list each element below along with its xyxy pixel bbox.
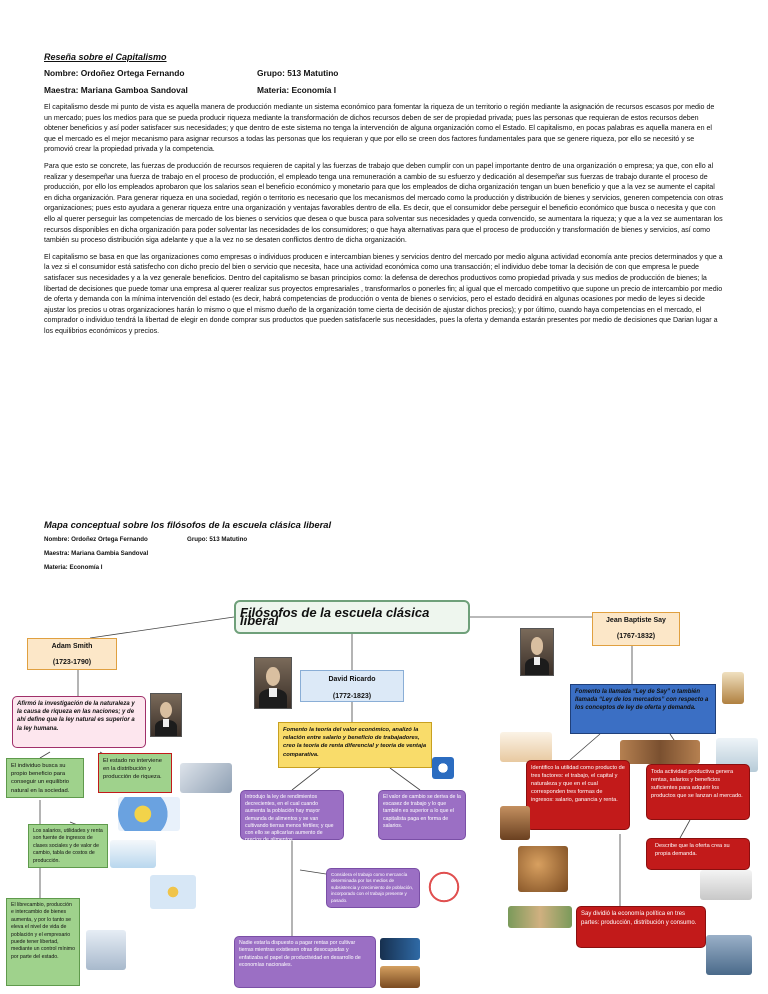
- map-author-name: Nombre: Ordoñez Ortega Fernando: [44, 536, 148, 543]
- say-node: [592, 612, 680, 646]
- say-red-3: Describe que la oferta crea su propia demanda.: [646, 838, 750, 870]
- say-red-4: Say dividió la economía política en tres partes: producción, distribución y consumo.: [576, 906, 706, 948]
- central-topic: Filósofos de la escuela clásica liberal: [234, 600, 470, 634]
- smith-green-1: El individuo busca su propio beneficio para conseguir un equilibrio natural en la sociedad.: [6, 758, 84, 798]
- map-author-group: Grupo: 513 Matutino: [187, 536, 248, 543]
- ricardo-purple-2: El valor de cambio se deriva de la escasez de trabajo y lo que también es superior a lo que el capitalista paga en forma de salarios.: [378, 790, 466, 840]
- essay-paragraph-2: Para que esto se concrete, las fuerzas de producción de recursos requieren de capital y las fuerzas de trabajo que deben cumplir con un papel importante dentro de una organización o empresa; ya que, con ello al realizar y desempeñar una fuerza de trabajo en el proceso de producción, el empleado tenga una remuneración a cambio de su esfuerzo y dedicación al desempeñar sus fuerzas de trabajo durante el proceso de producción, por ello los empleados aprobaron que los salarios sean el beneficio económico y monetario para que los empleados de dicha organización tengan un buen beneficio y que a la vez se aumente el capital en dicha organización. Para generar riqueza en una sociedad, región o territorio es necesario que los mecanismos del mercado como la producción y distribución de bienes y servicios, generen competencia con otras organizaciones; pues esto ayudara a generar riqueza entre una organización y ventajas favorables dentro de ella. Es decir, que el consumidor debe perseguir el beneficio económico que busca o necesita y que con ello al querer perseguir las competencias de mercado de los bienes o servicios que desea o que busca para solventar sus necesidades y queda convencido, se aumentara la riqueza; y que a la vez se aumentaran los recursos disponibles en dicha organización para poder solventar las necesidades de los consumidores; o que haya alternativas para que el proceso de producción y transformación de bienes y servicios, así como también su proceso distribución siga adelante y que a la vez no se desaten conflictos dentro de dicha organización.: [44, 161, 724, 245]
- ricardo-node: [300, 670, 404, 702]
- smith-main-idea: Afirmó la investigación de la naturaleza y la causa de riqueza en las naciones; y de ahí define que la ley natural es superior a la ley humana.: [12, 696, 146, 748]
- invoice-clipart: [110, 840, 156, 868]
- say-years: (1767-1832): [616, 633, 656, 640]
- smith-name: Adam Smith: [51, 643, 93, 650]
- say-main-idea: Fomento la llamada “Ley de Say” o también llamada “Ley de los mercados” con respecto a los conceptos de ley de oferta y demanda.: [570, 684, 716, 734]
- ricardo-purple-1: Introdujo la ley de rendimientos decrecientes, en el cual cuando aumenta la población hay mayor demanda de alimentos y se van cultivando tierras menos fértiles; y que con ello se aplicarían aumento de precios de alimentos.: [240, 790, 344, 840]
- subject-name: Materia: Economía I: [257, 85, 337, 95]
- trade-clipart: [150, 875, 196, 909]
- ricardo-years: (1772-1823): [332, 693, 372, 700]
- ricardo-portrait: [254, 657, 292, 709]
- money-clipart: [118, 797, 180, 831]
- ricardo-purple-3: Considera el trabajo como mercancía determinada por los medios de subsistencia y crecimiento de población, incorporado con el trabajo presente y pasado.: [326, 868, 420, 908]
- smith-green-3: Los salarios, utilidades y renta son fuente de ingresos de clases sociales y de valor de cambio, tabla de costos de producción.: [28, 824, 108, 868]
- say-red-1: Identifico la utilidad como producto de tres factores: el trabajo, el capital y naturaleza y que en el cual corresponden tres formas de ingresos: salario, ganancia y renta.: [526, 760, 630, 830]
- connector-say-red1: [570, 734, 600, 760]
- map-title: Mapa conceptual sobre los filósofos de la escuela clásica liberal: [44, 519, 332, 530]
- hourglass-clipart: [722, 672, 744, 704]
- ricardo-main-idea: Fomento la teoría del valor económico, analizó la relación entre salario y beneficio de trabajadores, creo la teoría de renta diferencial y teoría de ventaja comparativa.: [278, 722, 432, 768]
- say-red-2: Toda actividad productiva genera rentas, salarios y beneficios suficientes para adquirir los productos que se lanzan al mercado.: [646, 764, 750, 820]
- gear-clipart: [432, 757, 454, 779]
- say-name: Jean Baptiste Say: [606, 617, 666, 624]
- ricardo-purple-4: Nadie estaría dispuesto a pagar rentas por cultivar tierras mientras existiesen otras desocupadas y enfatizaba el papel de productividad en desarrollo de economías nacionales.: [234, 936, 376, 988]
- author-name: Nombre: Ordoñez Ortega Fernando: [44, 68, 185, 78]
- workers-clipart: [500, 806, 530, 840]
- people-clipart: [620, 740, 700, 764]
- essay-title: Reseña sobre el Capitalismo: [44, 52, 167, 62]
- supply-demand-clipart: [700, 870, 752, 900]
- smith-node: [27, 638, 117, 670]
- say-portrait: [520, 628, 554, 676]
- cycle-clipart: [424, 866, 464, 908]
- ricardo-name: David Ricardo: [328, 676, 376, 683]
- field-clipart: [380, 966, 420, 988]
- essay-paragraph-1: El capitalismo desde mi punto de vista es aquella manera de producción mediante un sistema económico para fomentar la riqueza de un territorio o región mediante la asignación de recursos escasos por medio de un mercado; pues los medios para que se pueda producir riqueza mediante la transformación de dichos recursos deben de ser de propiedad privada; pues las personas que requieran de estos recursos deben obtener beneficios y así poder satisfacer sus necesidades; y que dentro de este sistema no tenga la intervención de alguna organización como el Estado. El capitalismo, en pocas palabras es aquella manera en el que el mercado es el mejor mecanismo para asignar recursos a todas las personas que los requieran y que por ello se creen dos factores fundamentales para que se genere riqueza, por ello se necesitó y se promovió crear la propiedad privada y la competencia.: [44, 103, 715, 154]
- office-clipart: [180, 763, 232, 793]
- production-chain-clipart: [508, 906, 572, 928]
- smith-years: (1723-1790): [52, 659, 92, 666]
- map-subject-name: Materia: Economía I: [44, 564, 103, 571]
- smith-green-2: El estado no interviene en la distribución y producción de riqueza.: [98, 753, 172, 793]
- smith-portrait: [150, 693, 182, 737]
- connector-ricardo-purple1: [292, 768, 320, 790]
- charts-clipart: [86, 930, 126, 970]
- author-group: Grupo: 513 Matutino: [257, 68, 339, 78]
- industry-clipart: [518, 846, 568, 892]
- city-clipart: [380, 938, 420, 960]
- connector-ricardo-purple3: [300, 870, 326, 874]
- essay-paragraph-3: El capitalismo se basa en que las organizaciones como empresas o individuos producen e intercambian bienes y servicios dentro del mercado por medio alguna actividad economía ante precios determinados y que a la vez si el consumidor está satisfecho con dicho precio del bien o servicio que necesita, hace una actividad económica como una transacción; el individuo debe tomar la decisión de con que empresa le puede satisfacer sus necesidades y a la vez generale beneficios. Dentro del capitalismo se basan principios como: la defensa de derechos productivos como propiedad privada y sus medios de producción de bienes; la libertad de decisiones que puede tomar una empresa al querer realizar sus proyectos empresariales , transformarlos o ponerles fin; al igual que el mercado competitivo que supone un precio de intercambio por medio de oferta y demanda con la mínima intervención del estado (es decir, habrá competencias de producción o venta de bienes o servicios, pero el estado decidirá en algunas ocasiones por medio de leyes si decide ajustar los precios u otras organizaciones harán lo mismo o que el mismo dueño de la organización tome cierta de decisión de ajustar dichos precios); y por último, cuando haya competencias en el mercado, el comprador o individuo tendrá la libertad de elegir en donde comprar sus productos que pueden satisfacerle sus necesidades, pues la oferta y demanda estarán presentes por medio de decisiones que Darian lugar a los equilibrios económicos y precios.: [44, 252, 723, 335]
- connector-central-smith: [90, 617, 234, 638]
- connector-ricardo-purple2: [390, 768, 420, 790]
- teacher-name: Maestra: Mariana Gamboa Sandoval: [44, 85, 188, 95]
- distribution-clipart: [706, 935, 752, 975]
- map-teacher-name: Maestra: Mariana Gambia Sandoval: [44, 550, 149, 557]
- money-bag-clipart: [500, 732, 552, 762]
- smith-green-4: El librecambio, producción e intercambio de bienes aumenta, y por lo tanto se eleva el nivel de vida de población y el empresario puede tener libertad, mediante un control mínimo por parte del estado.: [6, 898, 80, 986]
- connector-say-red3: [680, 820, 690, 838]
